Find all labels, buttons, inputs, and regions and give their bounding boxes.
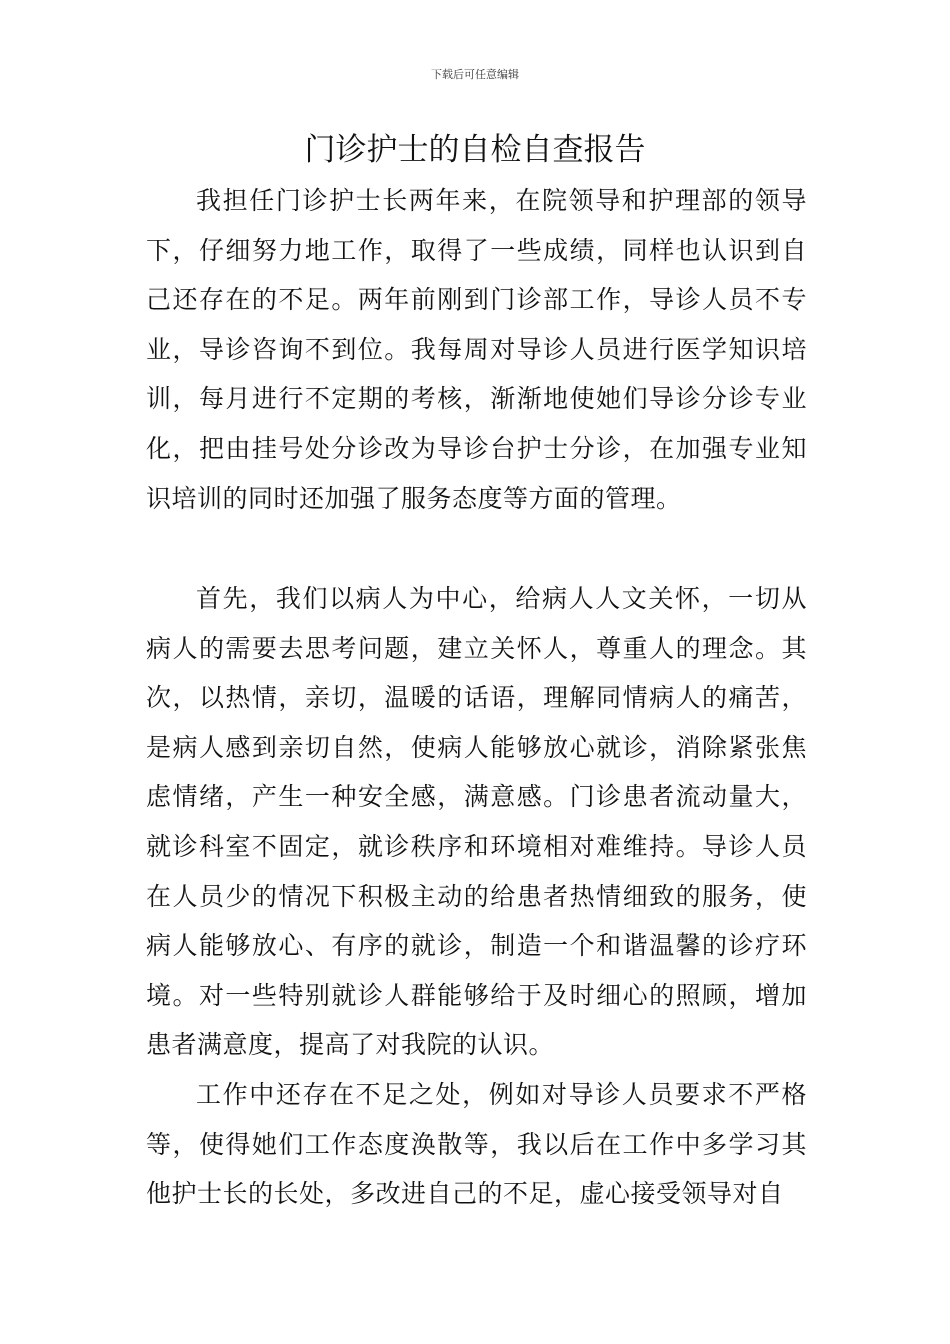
document-title: 门诊护士的自检自查报告 <box>304 132 646 168</box>
paragraph-3: 工作中还存在不足之处，例如对导诊人员要求不严格等，使得她们工作态度涣散等，我以后在工作中多学习其他护士长的长处，多改进自己的不足，虚心接受领导对自 <box>146 1080 807 1209</box>
paragraph-2: 首先，我们以病人为中心，给病人人文关怀，一切从病人的需要去思考问题，建立关怀人，尊重人的理念。其次，以热情，亲切，温暖的话语，理解同情病人的痛苦，是病人感到亲切自然，使病人能够放心就诊，消除紧张焦虑情绪，产生一种安全感，满意感。门诊患者流动量大，就诊科室不固定，就诊秩序和环境相对难维持。导诊人员在人员少的情况下积极主动的给患者热情细致的服务，使病人能够放心、有序的就诊，制造一个和谐温馨的诊疗环境。对一些特别就诊人群能够给于及时细心的照顾，增加患者满意度，提高了对我院的认识。 <box>146 584 807 1060</box>
paragraph-1: 我担任门诊护士长两年来，在院领导和护理部的领导下，仔细努力地工作，取得了一些成绩，同样也认识到自己还存在的不足。两年前刚到门诊部工作，导诊人员不专业，导诊咨询不到位。我每周对导诊人员进行医学知识培训，每月进行不定期的考核，渐渐地使她们导诊分诊专业化，把由挂号处分诊改为导诊台护士分诊，在加强专业知识培训的同时还加强了服务态度等方面的管理。 <box>146 186 807 513</box>
header-note: 下载后可任意编辑 <box>431 68 519 81</box>
